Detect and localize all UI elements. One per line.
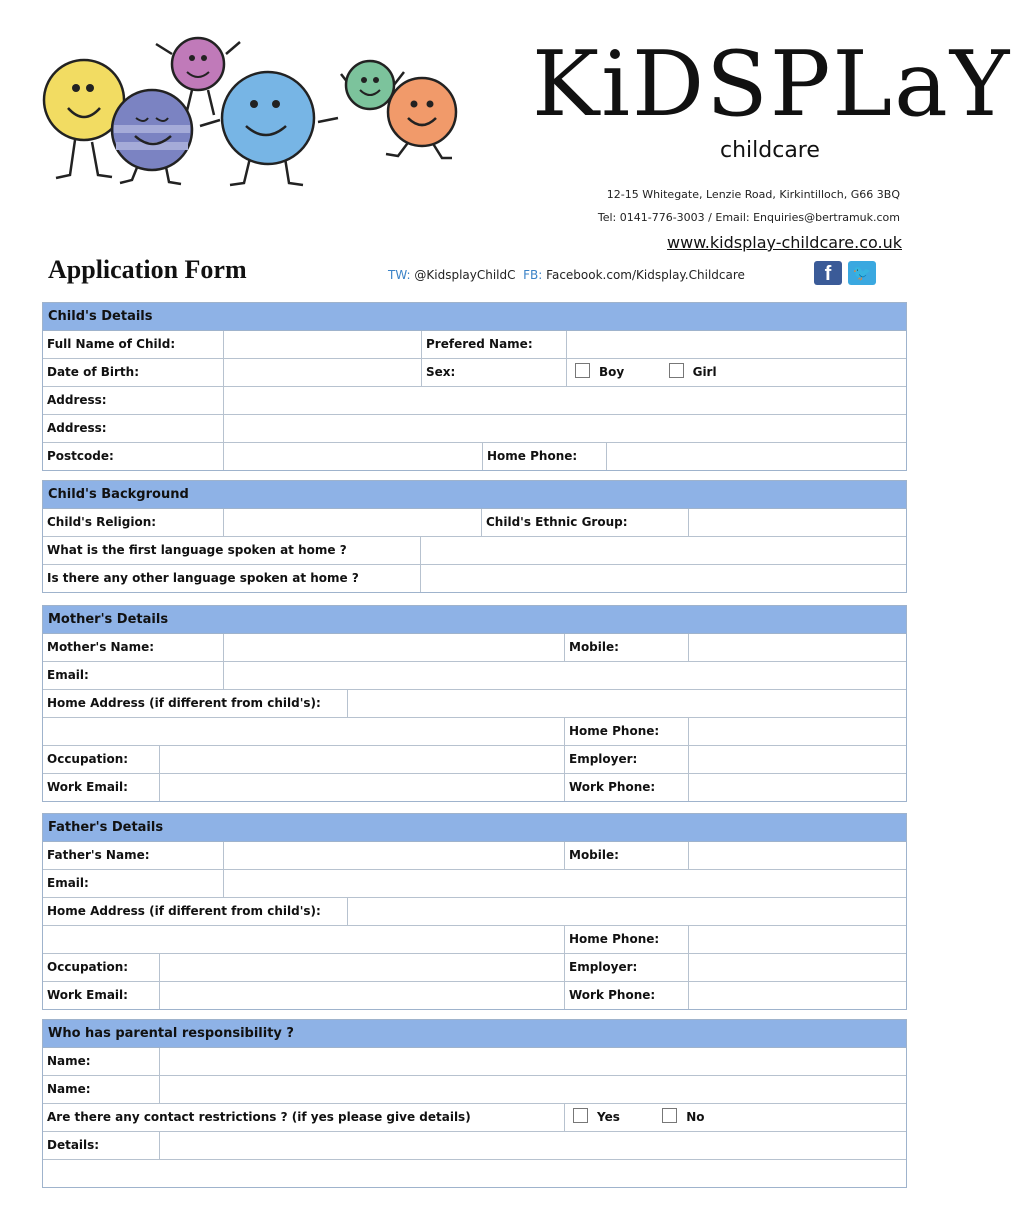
preferred-name-label: Prefered Name: — [421, 331, 566, 358]
form-row — [43, 926, 906, 954]
mother-employer-field[interactable] — [688, 746, 906, 773]
details-field-2[interactable] — [43, 1160, 906, 1187]
father-mobile-field[interactable] — [688, 842, 906, 869]
sex-options — [566, 359, 906, 386]
father-occupation-field[interactable] — [159, 954, 564, 981]
father-home-address-field[interactable] — [347, 898, 906, 925]
ethnic-group-label: Child's Ethnic Group: — [481, 509, 688, 536]
no-label: No — [686, 1110, 705, 1124]
form-row — [43, 1048, 906, 1076]
details-field[interactable] — [159, 1132, 906, 1159]
form-row — [43, 509, 906, 537]
postcode-field[interactable] — [223, 443, 482, 470]
father-home-phone-label: Home Phone: — [564, 926, 688, 953]
form-row — [43, 718, 906, 746]
name-2-field[interactable] — [159, 1076, 906, 1103]
first-language-label: What is the first language spoken at home ? — [47, 543, 347, 557]
name-1-label: Name: — [47, 1054, 91, 1068]
section-heading: Child's Background — [43, 481, 906, 509]
first-language-field[interactable] — [420, 537, 906, 564]
details-label: Details: — [47, 1138, 100, 1152]
father-name-field[interactable] — [223, 842, 564, 869]
dob-field[interactable] — [223, 359, 421, 386]
kidsplay-logo-subtitle: childcare — [720, 138, 820, 163]
sex-label: Sex: — [421, 359, 566, 386]
form-row — [43, 1132, 906, 1160]
address-line: 12-15 Whitegate, Lenzie Road, Kirkintilloch, G66 3BQ — [606, 188, 900, 201]
father-name-label: Father's Name: — [47, 848, 150, 862]
address-2-field[interactable] — [223, 415, 906, 442]
form-row — [43, 1160, 906, 1187]
father-email-field[interactable] — [223, 870, 906, 897]
mother-work-phone-field[interactable] — [688, 774, 906, 801]
mother-home-address-field[interactable] — [347, 690, 906, 717]
father-home-address-field-2[interactable] — [43, 926, 564, 953]
form-row — [43, 415, 906, 443]
form-row — [43, 1076, 906, 1104]
yes-label: Yes — [597, 1110, 620, 1124]
page-title: Application Form — [48, 255, 247, 284]
address-1-field[interactable] — [223, 387, 906, 414]
tel-email-line: Tel: 0141-776-3003 / Email: Enquiries@bertramuk.com — [597, 211, 900, 224]
form-row — [43, 1104, 906, 1132]
girl-checkbox[interactable] — [669, 363, 684, 378]
mother-mobile-field[interactable] — [688, 634, 906, 661]
fathers-details-section — [42, 813, 907, 1010]
full-name-field[interactable] — [223, 331, 421, 358]
father-home-phone-field[interactable] — [688, 926, 906, 953]
section-heading: Father's Details — [43, 814, 906, 842]
form-row — [43, 331, 906, 359]
form-row — [43, 842, 906, 870]
ethnic-group-field[interactable] — [688, 509, 906, 536]
mother-home-phone-field[interactable] — [688, 718, 906, 745]
mother-email-field[interactable] — [223, 662, 906, 689]
father-mobile-label: Mobile: — [564, 842, 688, 869]
form-row — [43, 443, 906, 470]
mother-mobile-label: Mobile: — [564, 634, 688, 661]
mothers-details-section — [42, 605, 907, 802]
form-row — [43, 537, 906, 565]
address-1-label: Address: — [47, 393, 107, 407]
no-checkbox[interactable] — [662, 1108, 677, 1123]
childs-details-section — [42, 302, 907, 471]
mother-work-email-field[interactable] — [159, 774, 564, 801]
mother-home-phone-label: Home Phone: — [564, 718, 688, 745]
mother-work-phone-label: Work Phone: — [564, 774, 688, 801]
home-phone-label: Home Phone: — [482, 443, 606, 470]
father-work-phone-field[interactable] — [688, 982, 906, 1009]
section-heading: Who has parental responsibility ? — [43, 1020, 906, 1048]
mother-occupation-field[interactable] — [159, 746, 564, 773]
form-row — [43, 774, 906, 801]
form-row — [43, 662, 906, 690]
father-work-phone-label: Work Phone: — [564, 982, 688, 1009]
father-employer-field[interactable] — [688, 954, 906, 981]
twitter-label: TW: — [388, 268, 411, 282]
childs-background-section — [42, 480, 907, 593]
social-links — [388, 268, 745, 282]
form-row — [43, 898, 906, 926]
address-2-label: Address: — [47, 421, 107, 435]
mother-name-field[interactable] — [223, 634, 564, 661]
name-1-field[interactable] — [159, 1048, 906, 1075]
boy-checkbox[interactable] — [575, 363, 590, 378]
form-row — [43, 634, 906, 662]
mother-work-email-label: Work Email: — [47, 780, 128, 794]
mother-home-address-field-2[interactable] — [43, 718, 564, 745]
dob-label: Date of Birth: — [47, 365, 140, 379]
father-work-email-label: Work Email: — [47, 988, 128, 1002]
mother-employer-label: Employer: — [564, 746, 688, 773]
preferred-name-field[interactable] — [566, 331, 906, 358]
mother-email-label: Email: — [47, 668, 89, 682]
form-row — [43, 359, 906, 387]
girl-label: Girl — [692, 365, 717, 379]
contact-restrictions-label: Are there any contact restrictions ? (if yes please give details) — [47, 1110, 471, 1124]
other-language-field[interactable] — [420, 565, 906, 592]
facebook-icon[interactable]: f — [814, 261, 842, 285]
father-work-email-field[interactable] — [159, 982, 564, 1009]
boy-label: Boy — [599, 365, 625, 379]
twitter-icon[interactable]: 🐦 — [848, 261, 876, 285]
section-heading: Mother's Details — [43, 606, 906, 634]
facebook-handle[interactable]: Facebook.com/Kidsplay.Childcare — [546, 268, 745, 282]
mother-occupation-label: Occupation: — [47, 752, 129, 766]
full-name-label: Full Name of Child: — [47, 337, 176, 351]
postcode-label: Postcode: — [47, 449, 114, 463]
father-home-address-label: Home Address (if different from child's): — [47, 904, 321, 918]
other-language-label: Is there any other language spoken at home ? — [47, 571, 359, 585]
twitter-handle[interactable]: @KidsplayChildC — [414, 268, 516, 282]
religion-label: Child's Religion: — [47, 515, 157, 529]
yes-checkbox[interactable] — [573, 1108, 588, 1123]
form-row — [43, 387, 906, 415]
home-phone-field[interactable] — [606, 443, 906, 470]
form-row — [43, 954, 906, 982]
website-link[interactable]: www.kidsplay-childcare.co.uk — [667, 233, 902, 252]
father-occupation-label: Occupation: — [47, 960, 129, 974]
form-row — [43, 870, 906, 898]
restriction-options — [564, 1104, 906, 1131]
facebook-label: FB: — [523, 268, 543, 282]
mother-home-address-label: Home Address (if different from child's): — [47, 696, 321, 710]
religion-field[interactable] — [223, 509, 481, 536]
mother-name-label: Mother's Name: — [47, 640, 155, 654]
father-email-label: Email: — [47, 876, 89, 890]
section-heading: Child's Details — [43, 303, 906, 331]
form-row — [43, 690, 906, 718]
parental-responsibility-section — [42, 1019, 907, 1188]
form-row — [43, 565, 906, 592]
father-employer-label: Employer: — [564, 954, 688, 981]
cartoon-characters-icon — [40, 30, 480, 200]
form-row — [43, 982, 906, 1009]
form-row — [43, 746, 906, 774]
name-2-label: Name: — [47, 1082, 91, 1096]
kidsplay-logo: KiDSPLaY — [532, 32, 1011, 137]
